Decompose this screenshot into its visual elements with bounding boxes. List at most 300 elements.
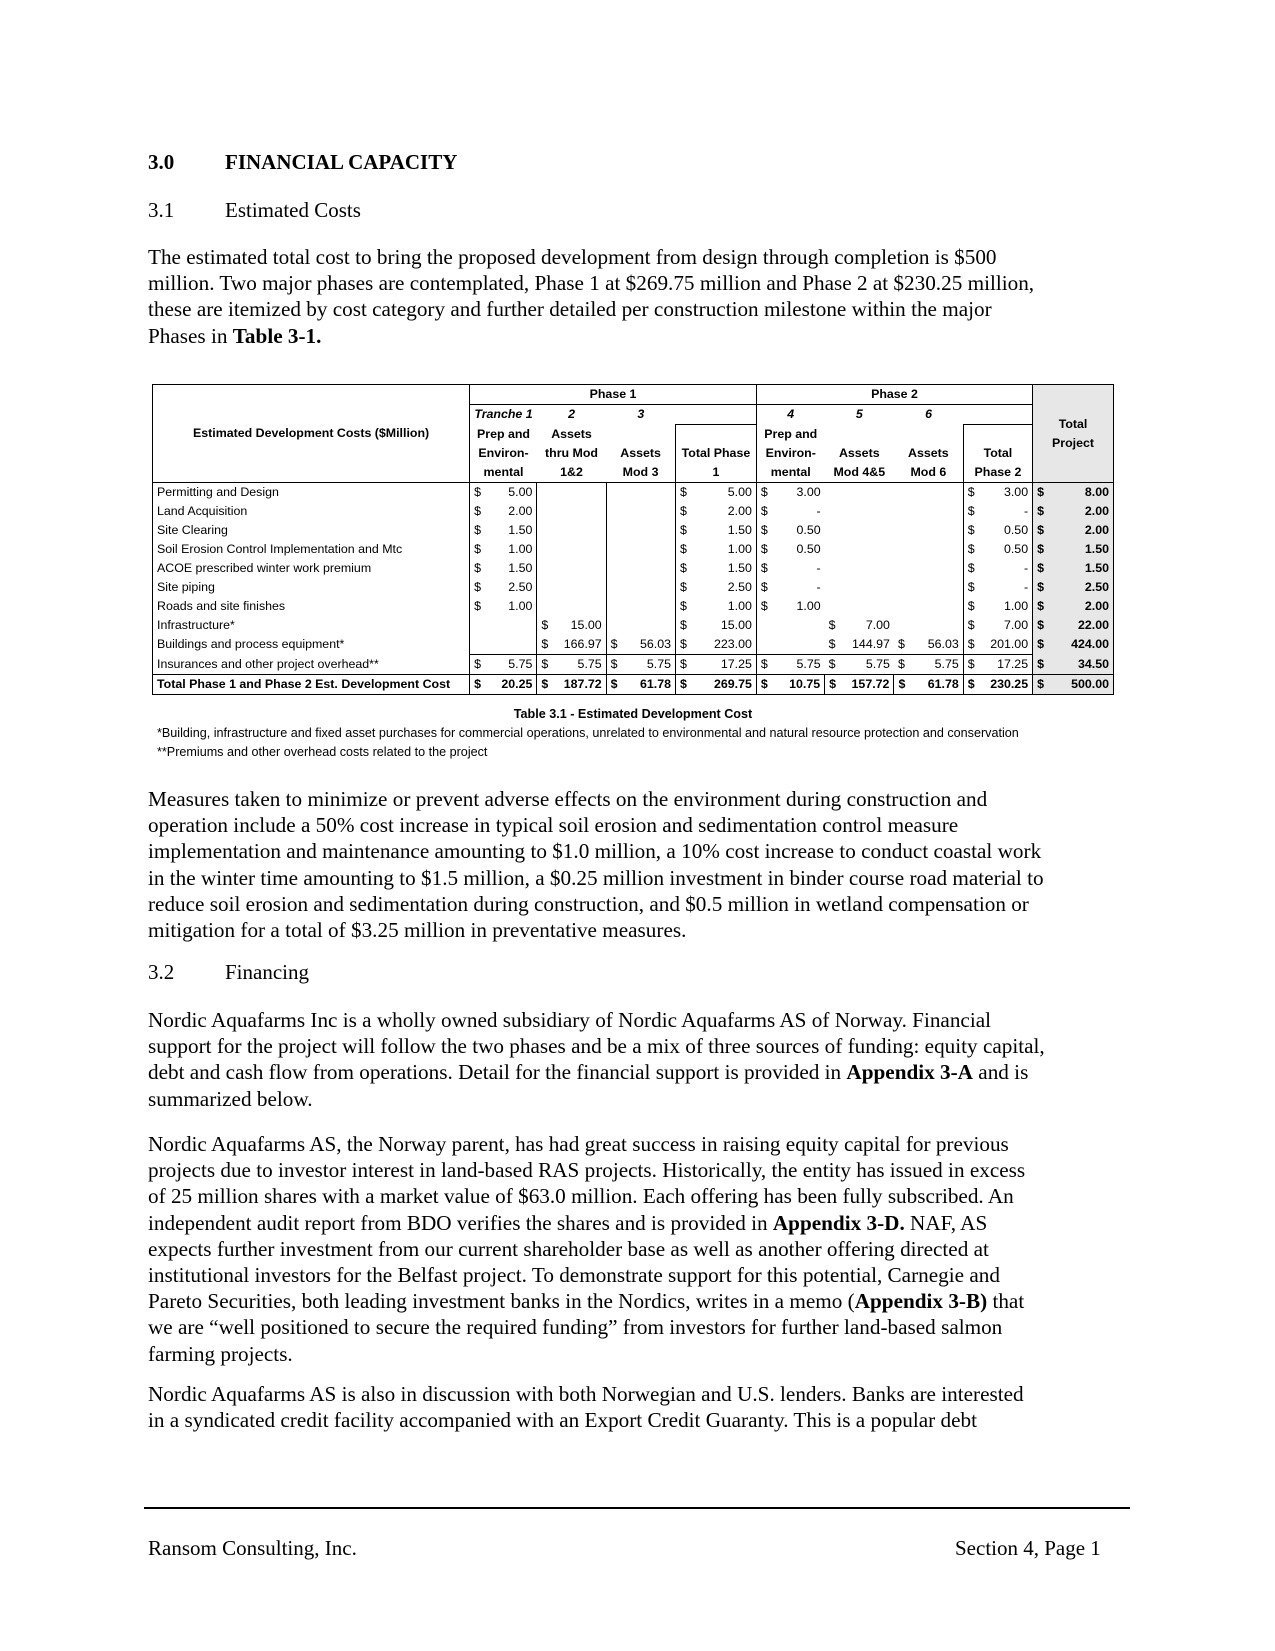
currency-symbol: $ bbox=[1037, 485, 1044, 499]
column-header-prep-env-p1: Environ- bbox=[470, 444, 537, 463]
cell-assets-mod6 bbox=[894, 540, 963, 559]
cell-value: 2.00 bbox=[727, 504, 752, 518]
cell-value: 1.50 bbox=[1084, 561, 1109, 575]
header-text: Total bbox=[1058, 416, 1088, 431]
column-header-assets-mod3: Assets bbox=[620, 446, 661, 460]
cell-total-project bbox=[1033, 578, 1114, 597]
currency-symbol: $ bbox=[679, 657, 687, 671]
cell-value: 5.75 bbox=[796, 657, 821, 671]
cell-assets-mod6 bbox=[894, 483, 963, 503]
column-header-assets-mod6: Mod 6 bbox=[894, 463, 963, 483]
text-line: support for the project will follow the two phases and be a mix of three sources of funding: equity capital, bbox=[148, 1034, 1045, 1059]
cell-value: - bbox=[1023, 580, 1029, 594]
currency-symbol: $ bbox=[967, 657, 975, 671]
text-line: million. Two major phases are contemplated, Phase 1 at $269.75 million and Phase 2 at $230.25 million, bbox=[148, 271, 1035, 296]
currency-symbol: $ bbox=[760, 504, 768, 518]
currency-symbol: $ bbox=[967, 637, 975, 651]
cell-total-project bbox=[1033, 502, 1114, 521]
cell-prep-env-p2 bbox=[756, 483, 824, 503]
currency-symbol: $ bbox=[1037, 599, 1044, 613]
currency-symbol: $ bbox=[967, 523, 975, 537]
cell-assets-mod3 bbox=[606, 540, 675, 559]
paragraph-equity bbox=[148, 1131, 1128, 1367]
cell-total-phase2 bbox=[963, 675, 1032, 695]
cell-assets-mod45 bbox=[825, 675, 894, 695]
cell-prep-env-p2 bbox=[756, 559, 824, 578]
cell-assets-mod3 bbox=[606, 559, 675, 578]
cell-value: 2.50 bbox=[1084, 580, 1109, 594]
cell-value: 7.00 bbox=[1003, 618, 1029, 632]
column-header-assets-mod3 bbox=[606, 425, 675, 445]
currency-symbol: $ bbox=[541, 618, 549, 632]
tranche-1: Tranche 1 bbox=[470, 405, 537, 425]
currency-symbol: $ bbox=[967, 580, 975, 594]
row-label: Total Phase 1 and Phase 2 Est. Development Cost bbox=[153, 675, 470, 695]
column-header-prep-env-p2: Prep and bbox=[756, 425, 824, 445]
cell-value: 56.03 bbox=[927, 637, 959, 651]
cell-value: 5.75 bbox=[577, 657, 602, 671]
text-line: reduce soil erosion and sedimentation during construction, and $0.5 million in wetland compensation or bbox=[148, 891, 1029, 916]
cell-total-phase1 bbox=[675, 502, 756, 521]
section-number: 3.0 bbox=[148, 150, 175, 174]
cell-assets-mod3 bbox=[606, 616, 675, 635]
column-header-total-phase1: Total Phase bbox=[675, 444, 756, 463]
currency-symbol: $ bbox=[1037, 523, 1044, 537]
row-label: Site Clearing bbox=[153, 521, 470, 540]
text-line: The estimated total cost to bring the proposed development from design through completion is $500 bbox=[148, 245, 997, 269]
cell-value: 0.50 bbox=[1003, 542, 1029, 556]
tranche-6: 6 bbox=[894, 405, 963, 425]
currency-symbol: $ bbox=[760, 523, 768, 537]
currency-symbol: $ bbox=[1037, 580, 1044, 594]
footer-rule bbox=[144, 1507, 1130, 1509]
cell-value: 5.00 bbox=[508, 485, 533, 499]
text-line: Nordic Aquafarms Inc is a wholly owned subsidiary of Nordic Aquafarms AS of Norway. Financial bbox=[148, 1008, 992, 1032]
currency-symbol: $ bbox=[474, 504, 482, 518]
paragraph-estimated-costs bbox=[148, 244, 1128, 349]
table-row bbox=[153, 540, 1114, 559]
cell-total-phase2 bbox=[963, 502, 1032, 521]
cell-total-phase1 bbox=[675, 540, 756, 559]
cell-assets-mod3 bbox=[606, 483, 675, 503]
cell-value: 1.00 bbox=[796, 599, 821, 613]
text-line: institutional investors for the Belfast project. To demonstrate support for this potential, Carnegie and bbox=[148, 1263, 1000, 1288]
paragraph-lenders bbox=[148, 1381, 1128, 1433]
table-caption: Table 3.1 - Estimated Development Cost bbox=[513, 707, 753, 721]
currency-symbol: $ bbox=[760, 542, 768, 556]
column-header-assets-mod12: Assets bbox=[551, 426, 592, 441]
cell-prep-env-p1 bbox=[470, 483, 537, 503]
row-label: Permitting and Design bbox=[153, 483, 470, 503]
cell-total-phase1 bbox=[675, 559, 756, 578]
text-line: Measures taken to minimize or prevent adverse effects on the environment during construction and bbox=[148, 787, 988, 811]
currency-symbol: $ bbox=[967, 677, 975, 691]
table-row bbox=[153, 559, 1114, 578]
text-line: mitigation for a total of $3.25 million in preventative measures. bbox=[148, 918, 687, 943]
cell-assets-mod6 bbox=[894, 675, 963, 695]
cell-prep-env-p2 bbox=[756, 521, 824, 540]
tranche-4: 4 bbox=[756, 405, 824, 425]
cell-total-project bbox=[1033, 597, 1114, 616]
cell-value: 5.75 bbox=[508, 657, 533, 671]
text-line bbox=[148, 1059, 1128, 1085]
currency-symbol: $ bbox=[541, 637, 549, 651]
column-header-assets-mod3: Mod 3 bbox=[606, 463, 675, 483]
currency-symbol: $ bbox=[474, 657, 482, 671]
cell-assets-mod12 bbox=[537, 675, 606, 695]
currency-symbol: $ bbox=[898, 677, 906, 691]
cell-assets-mod3 bbox=[606, 502, 675, 521]
cell-assets-mod12 bbox=[537, 521, 606, 540]
subsection-title: Financing bbox=[225, 960, 309, 984]
column-header-assets-mod45: Mod 4&5 bbox=[825, 463, 894, 483]
appendix-reference: Appendix 3-D. bbox=[772, 1210, 905, 1235]
cell-assets-mod6 bbox=[894, 655, 963, 675]
subsection-title: Estimated Costs bbox=[225, 198, 361, 222]
currency-symbol: $ bbox=[967, 504, 975, 518]
cell-value: 8.00 bbox=[1084, 485, 1109, 499]
cell-assets-mod12 bbox=[537, 655, 606, 675]
cell-value: 0.50 bbox=[796, 523, 821, 537]
cell-value: 166.97 bbox=[563, 637, 602, 651]
row-label: Buildings and process equipment* bbox=[153, 635, 470, 655]
cell-total-project bbox=[1033, 559, 1114, 578]
cell-value: 424.00 bbox=[1071, 637, 1109, 652]
cell-prep-env-p2 bbox=[756, 597, 824, 616]
cell-value: 2.00 bbox=[508, 504, 533, 518]
currency-symbol: $ bbox=[679, 637, 687, 651]
row-label: Soil Erosion Control Implementation and Mtc bbox=[153, 540, 470, 559]
cell-value: 17.25 bbox=[997, 657, 1029, 671]
cell-prep-env-p1 bbox=[470, 635, 537, 655]
text-span: Pareto Securities, both leading investment banks in the Nordics, writes in a memo ( bbox=[148, 1289, 855, 1314]
section-title: FINANCIAL CAPACITY bbox=[225, 150, 458, 174]
row-label: Infrastructure* bbox=[153, 616, 470, 635]
subsection-heading-financing bbox=[148, 960, 309, 985]
cell-assets-mod12 bbox=[537, 578, 606, 597]
cell-value: 20.25 bbox=[501, 677, 533, 691]
cell-prep-env-p1 bbox=[470, 655, 537, 675]
text-span: and is bbox=[973, 1060, 1029, 1085]
currency-symbol: $ bbox=[967, 485, 975, 499]
cell-value: 2.00 bbox=[1084, 523, 1109, 537]
currency-symbol: $ bbox=[474, 523, 482, 537]
cell-value: 5.75 bbox=[646, 657, 671, 671]
cell-assets-mod6 bbox=[894, 616, 963, 635]
cell-prep-env-p2 bbox=[756, 675, 824, 695]
text-line: implementation and maintenance amounting to $1.0 million, a 10% cost increase to conduct coastal work bbox=[148, 839, 1042, 864]
currency-symbol: $ bbox=[967, 542, 975, 556]
currency-symbol: $ bbox=[1037, 677, 1044, 691]
subsection-number: 3.2 bbox=[148, 960, 175, 984]
text-line: operation include a 50% cost increase in typical soil erosion and sedimentation control measure bbox=[148, 813, 959, 838]
cell-prep-env-p1 bbox=[470, 597, 537, 616]
cell-value: 2.50 bbox=[727, 580, 752, 594]
header-text: Project bbox=[1052, 435, 1095, 450]
cell-prep-env-p2 bbox=[756, 655, 824, 675]
cell-assets-mod12 bbox=[537, 483, 606, 503]
text-span: independent audit report from BDO verifies the shares and is provided in bbox=[148, 1210, 773, 1235]
cell-total-phase2 bbox=[963, 540, 1032, 559]
text-line: these are itemized by cost category and further detailed per construction milestone within the major bbox=[148, 297, 992, 322]
column-header-total-phase1 bbox=[675, 425, 756, 445]
currency-symbol: $ bbox=[541, 677, 549, 691]
text-line: in the winter time amounting to $1.5 million, a $0.25 million investment in binder course road material to bbox=[148, 865, 1044, 890]
currency-symbol: $ bbox=[967, 618, 975, 632]
cell-assets-mod3 bbox=[606, 675, 675, 695]
cell-value: - bbox=[816, 580, 821, 594]
column-header-assets-mod12: thru Mod bbox=[545, 446, 599, 460]
text-line bbox=[148, 323, 1128, 349]
text-line: summarized below. bbox=[148, 1086, 313, 1111]
currency-symbol: $ bbox=[610, 657, 618, 671]
cell-prep-env-p2 bbox=[756, 635, 824, 655]
table-row bbox=[153, 635, 1114, 655]
cell-value: 5.75 bbox=[934, 657, 959, 671]
cell-assets-mod45 bbox=[825, 597, 894, 616]
cell-value: 1.00 bbox=[508, 542, 533, 556]
table-row bbox=[153, 502, 1114, 521]
column-header-assets-mod45 bbox=[825, 425, 894, 445]
column-header-prep-env-p1: mental bbox=[470, 463, 537, 483]
cell-assets-mod6 bbox=[894, 635, 963, 655]
cell-total-phase1 bbox=[675, 635, 756, 655]
cell-assets-mod3 bbox=[606, 521, 675, 540]
row-label: Roads and site finishes bbox=[153, 597, 470, 616]
footer-page-number: Section 4, Page 1 bbox=[955, 1536, 1101, 1560]
cell-total-phase2 bbox=[963, 578, 1032, 597]
cell-total-phase1 bbox=[675, 655, 756, 675]
cell-assets-mod45 bbox=[825, 483, 894, 503]
cell-value: 15.00 bbox=[570, 618, 602, 632]
currency-symbol: $ bbox=[828, 637, 836, 651]
table-row bbox=[153, 616, 1114, 635]
text-span: NAF, AS bbox=[904, 1210, 988, 1235]
currency-symbol: $ bbox=[967, 599, 975, 613]
cell-prep-env-p1 bbox=[470, 616, 537, 635]
cell-value: 3.00 bbox=[1003, 485, 1029, 499]
cell-value: 1.00 bbox=[727, 542, 752, 556]
table-footnote-2: **Premiums and other overhead costs related to the project bbox=[157, 745, 488, 759]
cell-assets-mod12 bbox=[537, 616, 606, 635]
appendix-reference: Appendix 3-B) bbox=[854, 1289, 988, 1314]
column-header-assets-mod6: Assets bbox=[908, 446, 949, 460]
cell-prep-env-p1 bbox=[470, 502, 537, 521]
currency-symbol: $ bbox=[1037, 561, 1044, 575]
phase2-header: Phase 2 bbox=[756, 385, 1032, 405]
cell-assets-mod6 bbox=[894, 521, 963, 540]
table-row bbox=[153, 483, 1114, 503]
cell-assets-mod6 bbox=[894, 502, 963, 521]
cell-value: 1.00 bbox=[1003, 599, 1029, 613]
cell-total-project bbox=[1033, 540, 1114, 559]
cell-total-phase1 bbox=[675, 616, 756, 635]
currency-symbol: $ bbox=[474, 485, 482, 499]
cell-total-project bbox=[1033, 635, 1114, 655]
row-label: ACOE prescribed winter work premium bbox=[153, 559, 470, 578]
currency-symbol: $ bbox=[1037, 618, 1044, 632]
text-span: debt and cash flow from operations. Detail for the financial support is provided in bbox=[148, 1060, 847, 1085]
cell-value: - bbox=[816, 561, 821, 575]
text-line: farming projects. bbox=[148, 1341, 293, 1366]
cell-total-phase1 bbox=[675, 578, 756, 597]
cell-assets-mod45 bbox=[825, 502, 894, 521]
cell-total-phase2 bbox=[963, 521, 1032, 540]
cell-value: 500.00 bbox=[1071, 677, 1109, 691]
currency-symbol: $ bbox=[610, 637, 618, 651]
cell-total-phase1 bbox=[675, 483, 756, 503]
cell-total-phase1 bbox=[675, 597, 756, 616]
cell-total-phase2 bbox=[963, 559, 1032, 578]
cell-value: 1.00 bbox=[727, 599, 752, 613]
cell-value: 230.25 bbox=[990, 677, 1029, 691]
cell-assets-mod6 bbox=[894, 597, 963, 616]
cell-prep-env-p2 bbox=[756, 578, 824, 597]
cell-assets-mod12 bbox=[537, 502, 606, 521]
text-line: Nordic Aquafarms AS, the Norway parent, has had great success in raising equity capital for previous bbox=[148, 1132, 1009, 1156]
currency-symbol: $ bbox=[1037, 656, 1044, 671]
currency-symbol: $ bbox=[474, 561, 482, 575]
currency-symbol: $ bbox=[679, 677, 687, 691]
currency-symbol: $ bbox=[897, 657, 905, 671]
cell-total-project bbox=[1033, 675, 1114, 695]
currency-symbol: $ bbox=[474, 677, 482, 691]
cell-value: 2.00 bbox=[1084, 504, 1109, 518]
column-header-prep-env-p2: mental bbox=[756, 463, 824, 483]
cost-table bbox=[152, 384, 1114, 695]
column-header-total-phase1: 1 bbox=[675, 463, 756, 483]
currency-symbol: $ bbox=[679, 599, 687, 613]
currency-symbol: $ bbox=[679, 618, 687, 632]
cell-total-project bbox=[1033, 521, 1114, 540]
cell-prep-env-p2 bbox=[756, 540, 824, 559]
cell-total-phase2 bbox=[963, 655, 1032, 675]
currency-symbol: $ bbox=[1037, 637, 1044, 652]
cell-assets-mod12 bbox=[537, 635, 606, 655]
row-label: Insurances and other project overhead** bbox=[153, 655, 470, 675]
cell-prep-env-p1 bbox=[470, 675, 537, 695]
cell-prep-env-p1 bbox=[470, 521, 537, 540]
paragraph-measures bbox=[148, 786, 1128, 943]
cell-value: - bbox=[1023, 561, 1029, 575]
cell-assets-mod45 bbox=[825, 521, 894, 540]
cell-value: 0.50 bbox=[796, 542, 821, 556]
cell-value: 10.75 bbox=[789, 677, 821, 691]
currency-symbol: $ bbox=[679, 542, 687, 556]
text-line: of 25 million shares with a market value of $63.0 million. Each offering has been fully subscribed. An bbox=[148, 1184, 1014, 1209]
subsection-number: 3.1 bbox=[148, 198, 175, 222]
currency-symbol: $ bbox=[760, 580, 768, 594]
currency-symbol: $ bbox=[679, 523, 687, 537]
cell-value: 1.50 bbox=[727, 561, 752, 575]
currency-symbol: $ bbox=[760, 657, 768, 671]
cell-assets-mod45 bbox=[825, 655, 894, 675]
cell-total-project bbox=[1033, 483, 1114, 503]
cell-assets-mod45 bbox=[825, 559, 894, 578]
cell-assets-mod3 bbox=[606, 578, 675, 597]
text-line: projects due to investor interest in land-based RAS projects. Historically, the entity has issued in excess bbox=[148, 1158, 1026, 1183]
cell-value: 5.00 bbox=[727, 485, 752, 499]
column-header-prep-env-p2: Environ- bbox=[756, 444, 824, 463]
currency-symbol: $ bbox=[474, 599, 482, 613]
paragraph-financing-intro bbox=[148, 1007, 1128, 1112]
text-line: we are “well positioned to secure the required funding” from investors for further land-based salmon bbox=[148, 1315, 1003, 1340]
row-label: Site piping bbox=[153, 578, 470, 597]
text-line: expects further investment from our current shareholder base as well as another offering directed at bbox=[148, 1236, 989, 1261]
currency-symbol: $ bbox=[541, 657, 549, 671]
table-reference: Table 3-1. bbox=[232, 323, 322, 348]
currency-symbol: $ bbox=[1037, 542, 1044, 556]
currency-symbol: $ bbox=[610, 677, 618, 691]
table-total-row bbox=[153, 675, 1114, 695]
cell-value: - bbox=[1023, 504, 1029, 518]
cell-value: 157.72 bbox=[851, 677, 890, 691]
cell-assets-mod3 bbox=[606, 635, 675, 655]
table-footnote-1: *Building, infrastructure and fixed asset purchases for commercial operations, unrelated to environmental and natural resource protection and conservation bbox=[157, 726, 1019, 740]
cell-total-project bbox=[1033, 616, 1114, 635]
cell-total-phase2 bbox=[963, 635, 1032, 655]
cell-total-phase2 bbox=[963, 616, 1032, 635]
cell-value: 1.50 bbox=[508, 523, 533, 537]
table-row bbox=[153, 521, 1114, 540]
cell-value: 2.00 bbox=[1084, 599, 1109, 613]
cell-value: 0.50 bbox=[1003, 523, 1029, 537]
cell-assets-mod6 bbox=[894, 578, 963, 597]
text-line: in a syndicated credit facility accompanied with an Export Credit Guaranty. This is a popular debt bbox=[148, 1408, 978, 1433]
column-header-assets-mod12: 1&2 bbox=[537, 463, 606, 483]
cell-prep-env-p1 bbox=[470, 559, 537, 578]
cell-assets-mod45 bbox=[825, 540, 894, 559]
currency-symbol: $ bbox=[967, 561, 975, 575]
cell-assets-mod45 bbox=[825, 616, 894, 635]
cell-value: 15.00 bbox=[720, 618, 752, 632]
table-row bbox=[153, 578, 1114, 597]
cell-value: 1.00 bbox=[508, 599, 533, 613]
text-line bbox=[148, 1210, 1128, 1236]
currency-symbol: $ bbox=[760, 561, 768, 575]
cell-prep-env-p2 bbox=[756, 502, 824, 521]
cell-value: 22.00 bbox=[1077, 618, 1109, 632]
cell-value: 17.25 bbox=[720, 657, 752, 671]
currency-symbol: $ bbox=[679, 485, 687, 499]
text-span: Phases in bbox=[148, 323, 233, 348]
currency-symbol: $ bbox=[679, 561, 687, 575]
cell-total-phase1 bbox=[675, 521, 756, 540]
cell-total-phase2 bbox=[963, 597, 1032, 616]
cell-total-phase1 bbox=[675, 675, 756, 695]
cell-value: 61.78 bbox=[639, 677, 671, 691]
row-label: Land Acquisition bbox=[153, 502, 470, 521]
section-heading bbox=[148, 150, 457, 175]
column-header-assets-mod6 bbox=[894, 425, 963, 445]
currency-symbol: $ bbox=[828, 618, 836, 632]
text-line bbox=[148, 1288, 1128, 1314]
cell-assets-mod6 bbox=[894, 559, 963, 578]
cell-value: 269.75 bbox=[713, 677, 752, 691]
cell-prep-env-p2 bbox=[756, 616, 824, 635]
cell-value: 144.97 bbox=[852, 637, 890, 651]
currency-symbol: $ bbox=[679, 580, 687, 594]
cell-value: 187.72 bbox=[563, 677, 602, 691]
column-header-assets-mod45: Assets bbox=[838, 446, 880, 460]
cell-value: 61.78 bbox=[927, 677, 959, 691]
appendix-reference: Appendix 3-A bbox=[846, 1060, 973, 1085]
currency-symbol: $ bbox=[1037, 504, 1044, 518]
table-row bbox=[153, 597, 1114, 616]
subsection-heading-costs bbox=[148, 198, 361, 223]
column-header-total-phase2: Total bbox=[963, 444, 1032, 463]
currency-symbol: $ bbox=[829, 677, 837, 691]
